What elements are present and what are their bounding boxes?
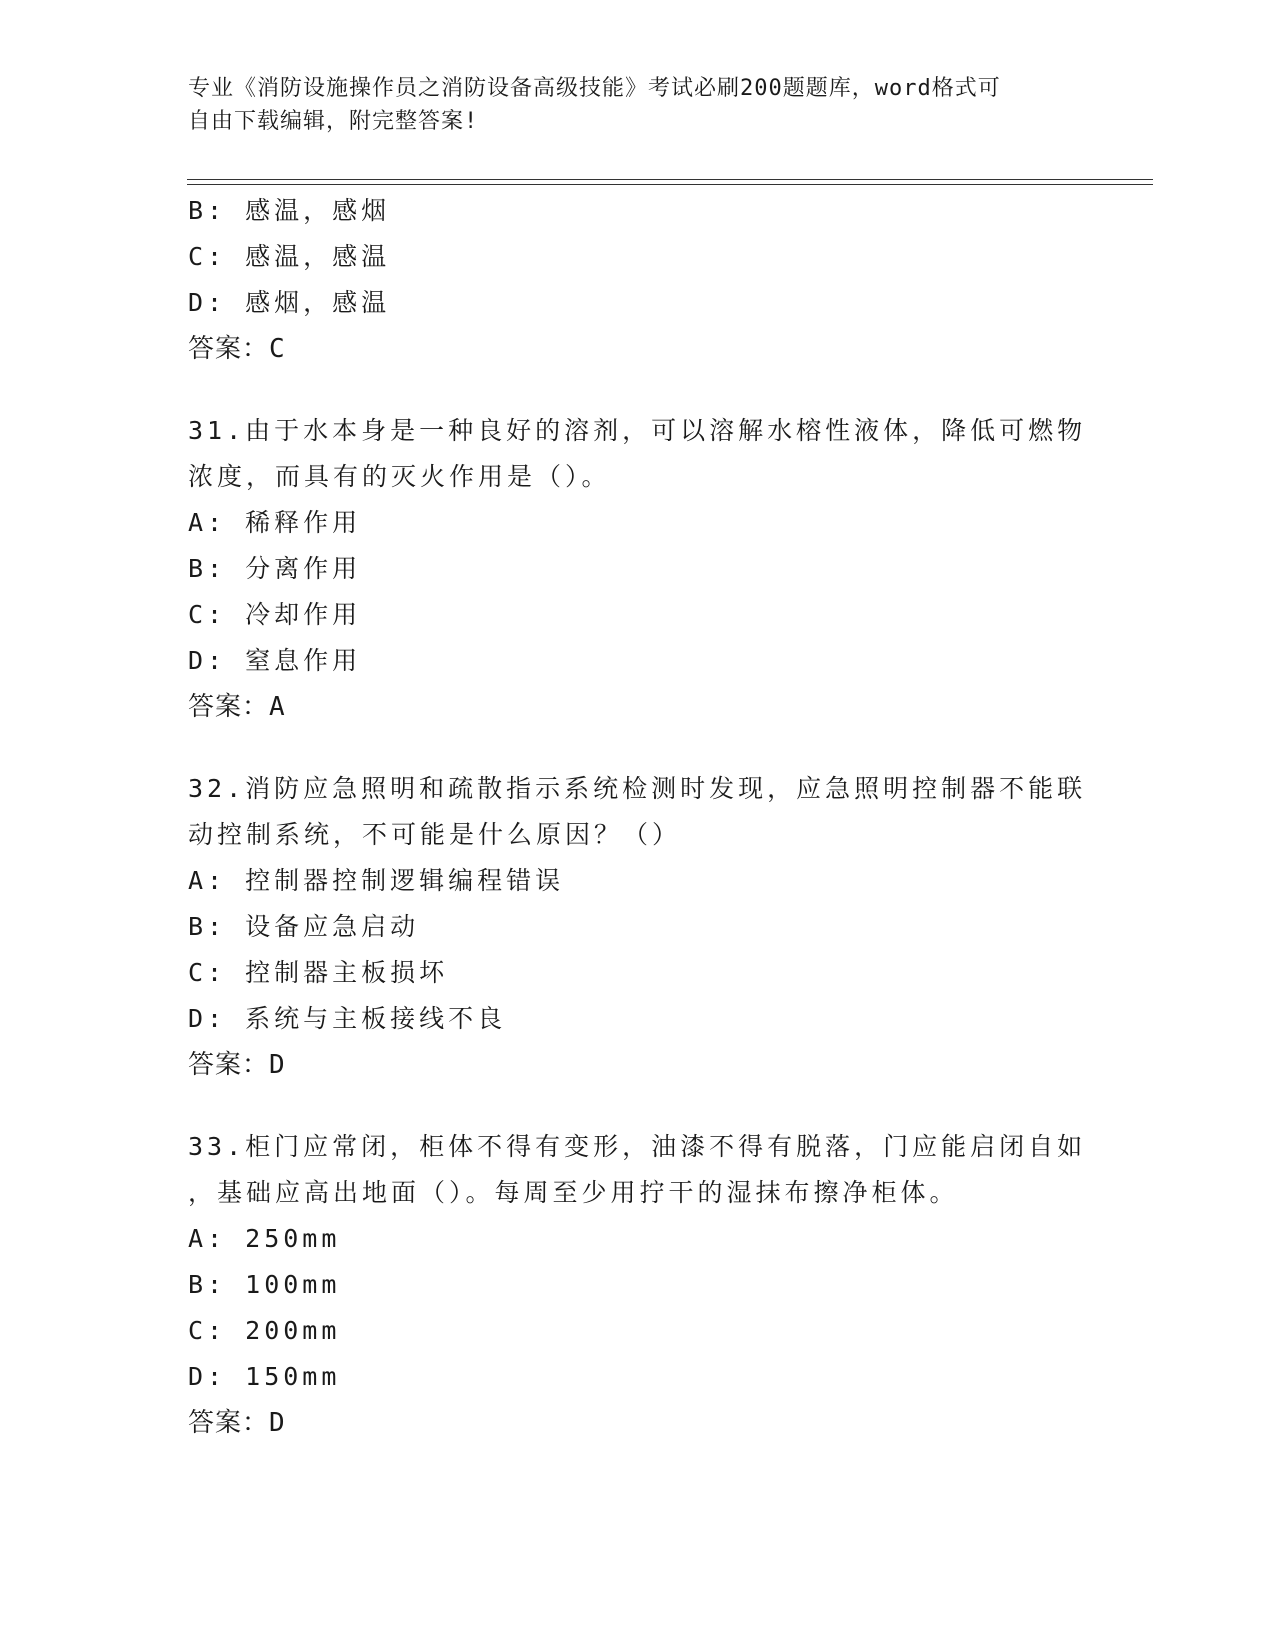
option-b: B: 分离作用	[188, 554, 362, 583]
question-stem-line-2: ，基础应高出地面（）。每周至少用拧干的湿抹布擦净柜体。	[188, 1178, 959, 1207]
question-31	[188, 408, 1088, 730]
header-line-2: 自由下载编辑，附完整答案!	[188, 109, 479, 134]
option-d: D: 感烟，感温	[188, 288, 391, 317]
option-d: D: 150mm	[188, 1362, 341, 1391]
question-33	[188, 1124, 1088, 1446]
option-c: C: 感温，感温	[188, 242, 391, 271]
document-header	[188, 72, 1068, 138]
option-a: A: 控制器控制逻辑编程错误	[188, 866, 565, 895]
question-stem-line-2: 浓度，而具有的灭火作用是（）。	[188, 462, 611, 491]
answer-line: 答案：D	[188, 1050, 286, 1080]
option-a: A: 稀释作用	[188, 508, 362, 537]
question-stem-line-1: 31.由于水本身是一种良好的溶剂，可以溶解水榕性液体，降低可燃物	[188, 416, 1087, 445]
option-d: D: 窒息作用	[188, 646, 362, 675]
option-a: A: 250mm	[188, 1224, 341, 1253]
question-stem-line-1: 33.柜门应常闭，柜体不得有变形，油漆不得有脱落，门应能启闭自如	[188, 1132, 1087, 1161]
question-32	[188, 766, 1088, 1088]
answer-line: 答案：A	[188, 692, 286, 722]
option-b: B: 感温，感烟	[188, 196, 391, 225]
option-b: B: 100mm	[188, 1270, 341, 1299]
question-stem-line-2: 动控制系统，不可能是什么原因？（）	[188, 820, 682, 849]
answer-line: 答案：D	[188, 1408, 286, 1438]
header-divider-top	[187, 179, 1153, 180]
option-c: C: 200mm	[188, 1316, 341, 1345]
header-line-1: 专业《消防设施操作员之消防设备高级技能》考试必刷200题题库，word格式可	[188, 76, 1001, 101]
option-b: B: 设备应急启动	[188, 912, 420, 941]
header-divider-bottom	[187, 184, 1153, 185]
option-c: C: 控制器主板损坏	[188, 958, 449, 987]
carry-over-question	[188, 188, 1088, 372]
question-content	[188, 188, 1088, 1446]
option-c: C: 冷却作用	[188, 600, 362, 629]
answer-line: 答案：C	[188, 334, 286, 364]
question-stem-line-1: 32.消防应急照明和疏散指示系统检测时发现，应急照明控制器不能联	[188, 774, 1087, 803]
option-d: D: 系统与主板接线不良	[188, 1004, 507, 1033]
